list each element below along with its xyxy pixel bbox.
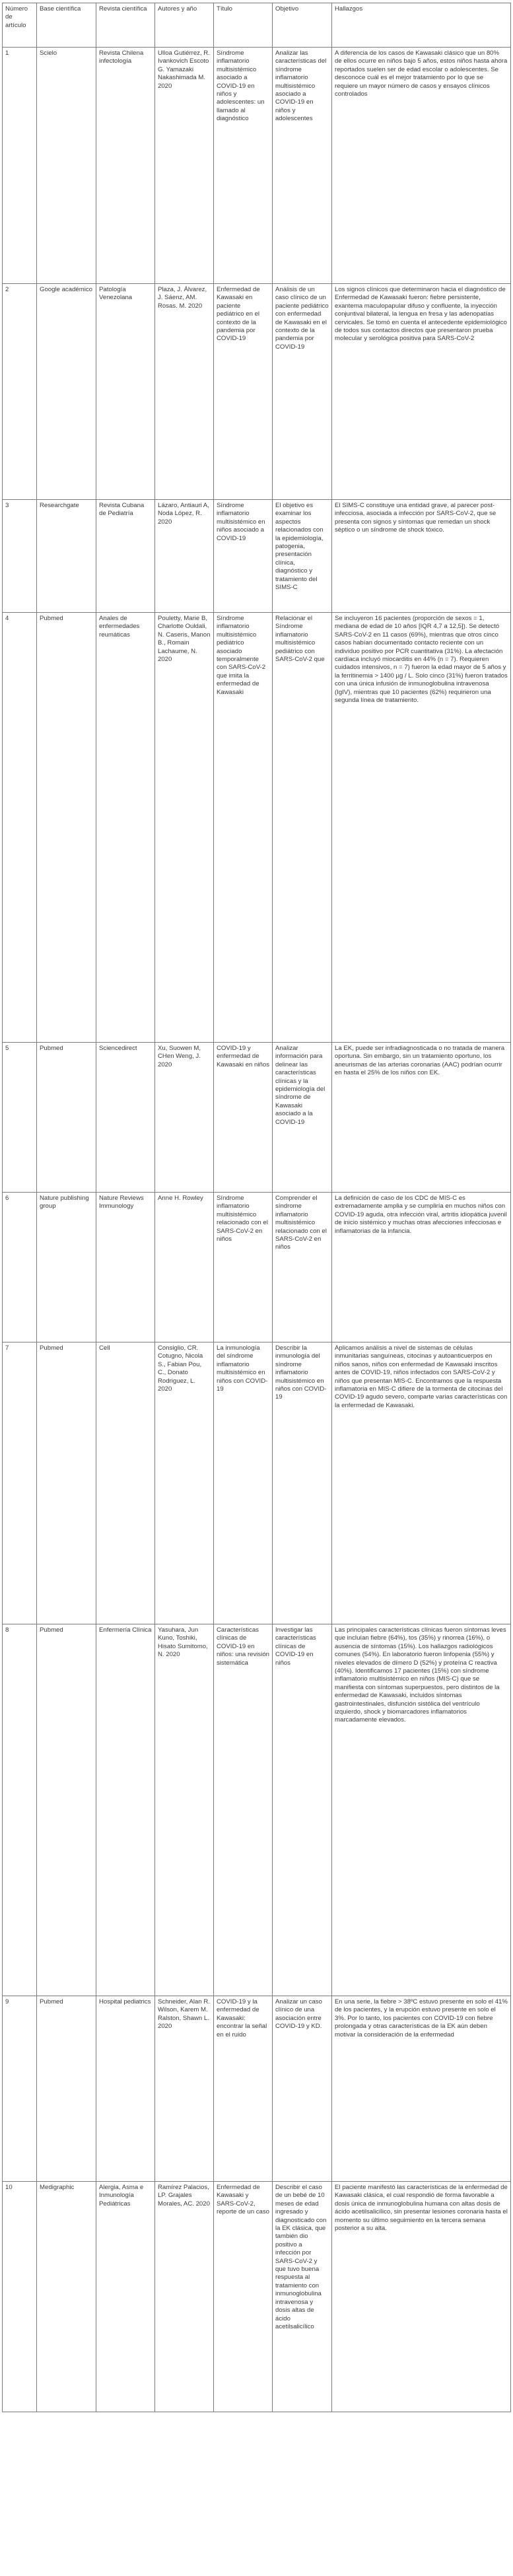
authors-cell: Pouletty, Marie B, Charlotte Ouldali, N. Caseris, Manon B., Romain Lachaume, N. 2020: [155, 613, 214, 1043]
article-number-cell: 9: [3, 1996, 37, 2182]
literature-review-table: [2, 3, 511, 2412]
authors-cell: Yasuhara, Jun Kuno, Toshiki, Hisato Sumitomo, N. 2020: [155, 1624, 214, 1996]
article-number-cell: 8: [3, 1624, 37, 1996]
article-number-cell: 10: [3, 2182, 37, 2412]
header-cell: Hallazgos: [332, 3, 511, 48]
table-row: [3, 1996, 511, 2182]
header-cell: Autores y año: [155, 3, 214, 48]
header-cell: Objetivo: [273, 3, 332, 48]
title-cell: Enfermedad de Kawasaki en paciente pediátrico en el contexto de la pandemia por COVID-19: [214, 284, 273, 500]
table-row: [3, 1193, 511, 1342]
authors-cell: Ramírez Palacios, LP. Grajales Morales, AC. 2020: [155, 2182, 214, 2412]
title-cell: Enfermedad de Kawasaki y SARS-CoV-2, reporte de un caso: [214, 2182, 273, 2412]
table-row: [3, 48, 511, 284]
title-cell: COVID-19 y enfermedad de Kawasaki en niños: [214, 1043, 273, 1193]
findings-cell: Los signos clínicos que determinaron hacia el diagnóstico de Enfermedad de Kawasaki fueron: fiebre persistente, exantema maculopapular difuso y confluente, la inyección conjuntival bilateral, la lengua en fresa y las adenopatías cervicales. Se tomó en cuenta el antecedente epidemiológico de todos sus contactos directos que presentaron prueba molecular y serológica positiva para SARS-CoV-2: [332, 284, 511, 500]
database-cell: Pubmed: [37, 1996, 96, 2182]
journal-cell: Sciencedirect: [96, 1043, 155, 1193]
findings-cell: Se incluyeron 16 pacientes (proporción de sexos = 1, mediana de edad de 10 años [IQR 4,7 a 12,5]). Se detectó SARS-CoV-2 en 11 casos (69%), mientras que otros cinco casos habían documentado contacto reciente con un individuo positivo por PCR cuantitativa (31%). La afectación cardíaca incluyó miocarditis en 44% (n = 7). Requieren cuidados intensivos, n = 7) fueron la edad mayor de 5 años y la ferritinemia > 1400 µg / L. Solo cinco (31%) fueron tratados con una única infusión de inmunoglobulina intravenosa (IgIV), mientras que 10 pacientes (62%) requirieron una segunda línea de tratamiento.: [332, 613, 511, 1043]
authors-cell: Xu, Suowen M, CHen Weng, J. 2020: [155, 1043, 214, 1193]
title-cell: Características clínicas de COVID-19 en niños: una revisión sistemática: [214, 1624, 273, 1996]
findings-cell: El SIMS-C constituye una entidad grave, al parecer post-infecciosa, asociada a infección por SARS-CoV-2, que se presenta con signos y síntomas que remedan un shock séptico o un síndrome de shock tóxico.: [332, 500, 511, 613]
table-row: [3, 500, 511, 613]
journal-cell: Revista Cubana de Pediatría: [96, 500, 155, 613]
findings-cell: En una serie, la fiebre > 38ºC estuvo presente en solo el 41% de los pacientes, y la erupción estuvo presente en solo el 3%. Por lo tanto, los pacientes con COVID-19 con fiebre prolongada y otras características de la EK aún deben motivar la consideración de la enfermedad: [332, 1996, 511, 2182]
article-number-cell: 4: [3, 613, 37, 1043]
findings-cell: La definición de caso de los CDC de MIS-C es extremadamente amplia y se cumpliría en muchos niños con COVID-19 aguda, otra infección viral, artritis idiopática juvenil de inicio sistémico y muchas otras afecciones infecciosas e inflamatorias de la infancia.: [332, 1193, 511, 1342]
database-cell: Pubmed: [37, 613, 96, 1043]
authors-cell: Ulloa Gutiérrez, R. Ivankovich Escoto G. Yamazaki Nakashimada M. 2020: [155, 48, 214, 284]
table-row: [3, 613, 511, 1043]
table-row: [3, 1043, 511, 1193]
authors-cell: Schneider, Alan R. Wilson, Karem M. Ralston, Shawn L. 2020: [155, 1996, 214, 2182]
title-cell: Síndrome inflamatorio multisistémico en niños asociado a COVID-19: [214, 500, 273, 613]
database-cell: Pubmed: [37, 1624, 96, 1996]
objective-cell: El objetivo es examinar los aspectos relacionados con la epidemiología, patogenia, presentación clínica, diagnóstico y tratamiento del SIMS-C: [273, 500, 332, 613]
database-cell: Scielo: [37, 48, 96, 284]
article-number-cell: 6: [3, 1193, 37, 1342]
journal-cell: Patología Venezolana: [96, 284, 155, 500]
table-row: [3, 1342, 511, 1624]
table-row: [3, 1624, 511, 1996]
title-cell: Síndrome inflamatorio multisistémico pediátrico asociado temporalmente con SARS-CoV-2 que imita la enfermedad de Kawasaki: [214, 613, 273, 1043]
article-number-cell: 7: [3, 1342, 37, 1624]
objective-cell: Investigar las características clínicas de COVID-19 en niños: [273, 1624, 332, 1996]
findings-cell: La EK, puede ser infradiagnosticada o no tratada de manera oportuna. Sin embargo, sin un tratamiento oportuno, los aneurismas de las arterias coronarias (AAC) podrían ocurrir en hasta el 25% de los niños con EK.: [332, 1043, 511, 1193]
journal-cell: Alergia, Asma e Inmunología Pediátricas: [96, 2182, 155, 2412]
objective-cell: Analizar las características del síndrome inflamatorio multisistémico asociado a COVID-19 en niños y adolescentes: [273, 48, 332, 284]
objective-cell: Analizar información para delinear las características clínicas y la epidemiología del síndrome de Kawasaki asociado a la COVID-19: [273, 1043, 332, 1193]
database-cell: Medigraphic: [37, 2182, 96, 2412]
article-number-cell: 2: [3, 284, 37, 500]
database-cell: Researchgate: [37, 500, 96, 613]
objective-cell: Análisis de un caso clínico de un paciente pediátrico con enfermedad de Kawasaki en el contexto de la pandemia por COVID-19: [273, 284, 332, 500]
article-number-cell: 1: [3, 48, 37, 284]
authors-cell: Lázaro, Antiauri A, Noda López, R. 2020: [155, 500, 214, 613]
database-cell: Pubmed: [37, 1043, 96, 1193]
title-cell: Síndrome inflamatorio multisistémico asociado a COVID-19 en niños y adolescentes: un llamado al diagnóstico: [214, 48, 273, 284]
authors-cell: Plaza, J. Álvarez, J. Sáenz, AM. Rosas. M. 2020: [155, 284, 214, 500]
authors-cell: Anne H. Rowley: [155, 1193, 214, 1342]
header-cell: Número de artículo: [3, 3, 37, 48]
table-row: [3, 284, 511, 500]
findings-cell: A diferencia de los casos de Kawasaki clásico que un 80% de ellos ocurre en niños bajo 5 años, estos niños hasta ahora reportados suelen ser de edad escolar o adolescentes. Se desconoce cuál es el mejor tratamiento por lo que se requiere un mayor número de casos y ensayos clínicos controlados: [332, 48, 511, 284]
findings-cell: Aplicamos análisis a nivel de sistemas de células inmunitarias sanguíneas, citocinas y autoanticuerpos en niños sanos, niños con enfermedad de Kawasaki inscritos antes de COVID-19, niños infectados con SARS-CoV-2 y niños que presentan MIS-C. Encontramos que la respuesta inflamatoria en MIS-C difiere de la tormenta de citocinas del COVID-19 agudo severo, comparte varias características con la enfermedad de Kawasaki.: [332, 1342, 511, 1624]
header-cell: Revista científica: [96, 3, 155, 48]
table-row: [3, 2182, 511, 2412]
article-number-cell: 3: [3, 500, 37, 613]
database-cell: Nature publishing group: [37, 1193, 96, 1342]
header-cell: Título: [214, 3, 273, 48]
title-cell: La inmunología del síndrome inflamatorio multisistémico en niños con COVID-19: [214, 1342, 273, 1624]
journal-cell: Anales de enfermedades reumáticas: [96, 613, 155, 1043]
findings-cell: Las principales características clínicas fueron síntomas leves que incluían fiebre (64%), tos (35%) y rinorrea (16%), o ausencia de síntomas (15%). Los hallazgos radiológicos comunes (54%). En laboratorio fueron linfopenia (55%) y niveles elevados de dímero D (52%) y proteína C reactiva (40%). Identificamos 17 pacientes (15%) con síndrome inflamatorio multisistémico en niños (MIS-C) que se manifiesta con síntomas superpuestos, pero distintos de la enfermedad de Kawasaki, incluidos síntomas gastrointestinales, disfunción sistólica del ventrículo izquierdo, shock y biomarcadores inflamatorios marcadamente elevados.: [332, 1624, 511, 1996]
objective-cell: Analizar un caso clínico de una asociación entre COVID-19 y KD.: [273, 1996, 332, 2182]
authors-cell: Consiglio, CR. Cotugno, Nicola S., Fabian Pou, C., Donato Rodriguez, L. 2020: [155, 1342, 214, 1624]
journal-cell: Nature Reviews Immunology: [96, 1193, 155, 1342]
journal-cell: Revista Chilena infectología: [96, 48, 155, 284]
title-cell: COVID-19 y la enfermedad de Kawasaki: encontrar la señal en el ruido: [214, 1996, 273, 2182]
objective-cell: Comprender el síndrome inflamatorio multisistémico relacionado con el SARS-CoV-2 en niños: [273, 1193, 332, 1342]
journal-cell: Enfermería Clínica: [96, 1624, 155, 1996]
objective-cell: Describir la inmunología del síndrome inflamatorio multisistémico en niños con COVID-19: [273, 1342, 332, 1624]
journal-cell: Hospital pediatrics: [96, 1996, 155, 2182]
journal-cell: Cell: [96, 1342, 155, 1624]
objective-cell: Relacionar el Síndrome inflamatorio multisistémico pediátrico con SARS-CoV-2 que: [273, 613, 332, 1043]
title-cell: Síndrome inflamatorio multisistémico relacionado con el SARS-CoV-2 en niños: [214, 1193, 273, 1342]
database-cell: Google académico: [37, 284, 96, 500]
findings-cell: El paciente manifestó las características de la enfermedad de Kawasaki clásica, el cual respondió de forma favorable a dosis única de inmunoglobulina humana con altas dosis de ácido acetilsalicílico, sin presentar lesiones coronaria hasta el momento su último seguimiento en la tercera semana posterior a su alta.: [332, 2182, 511, 2412]
table-header-row: [3, 3, 511, 48]
article-number-cell: 5: [3, 1043, 37, 1193]
database-cell: Pubmed: [37, 1342, 96, 1624]
header-cell: Base científica: [37, 3, 96, 48]
objective-cell: Describir el caso de un bebé de 10 meses de edad ingresado y diagnosticado con la EK clásica, que también dio positivo a infección por SARS-CoV-2 y que tuvo buena respuesta al tratamiento con inmunoglobulina intravenosa y dosis altas de ácido acetilsalicílico: [273, 2182, 332, 2412]
